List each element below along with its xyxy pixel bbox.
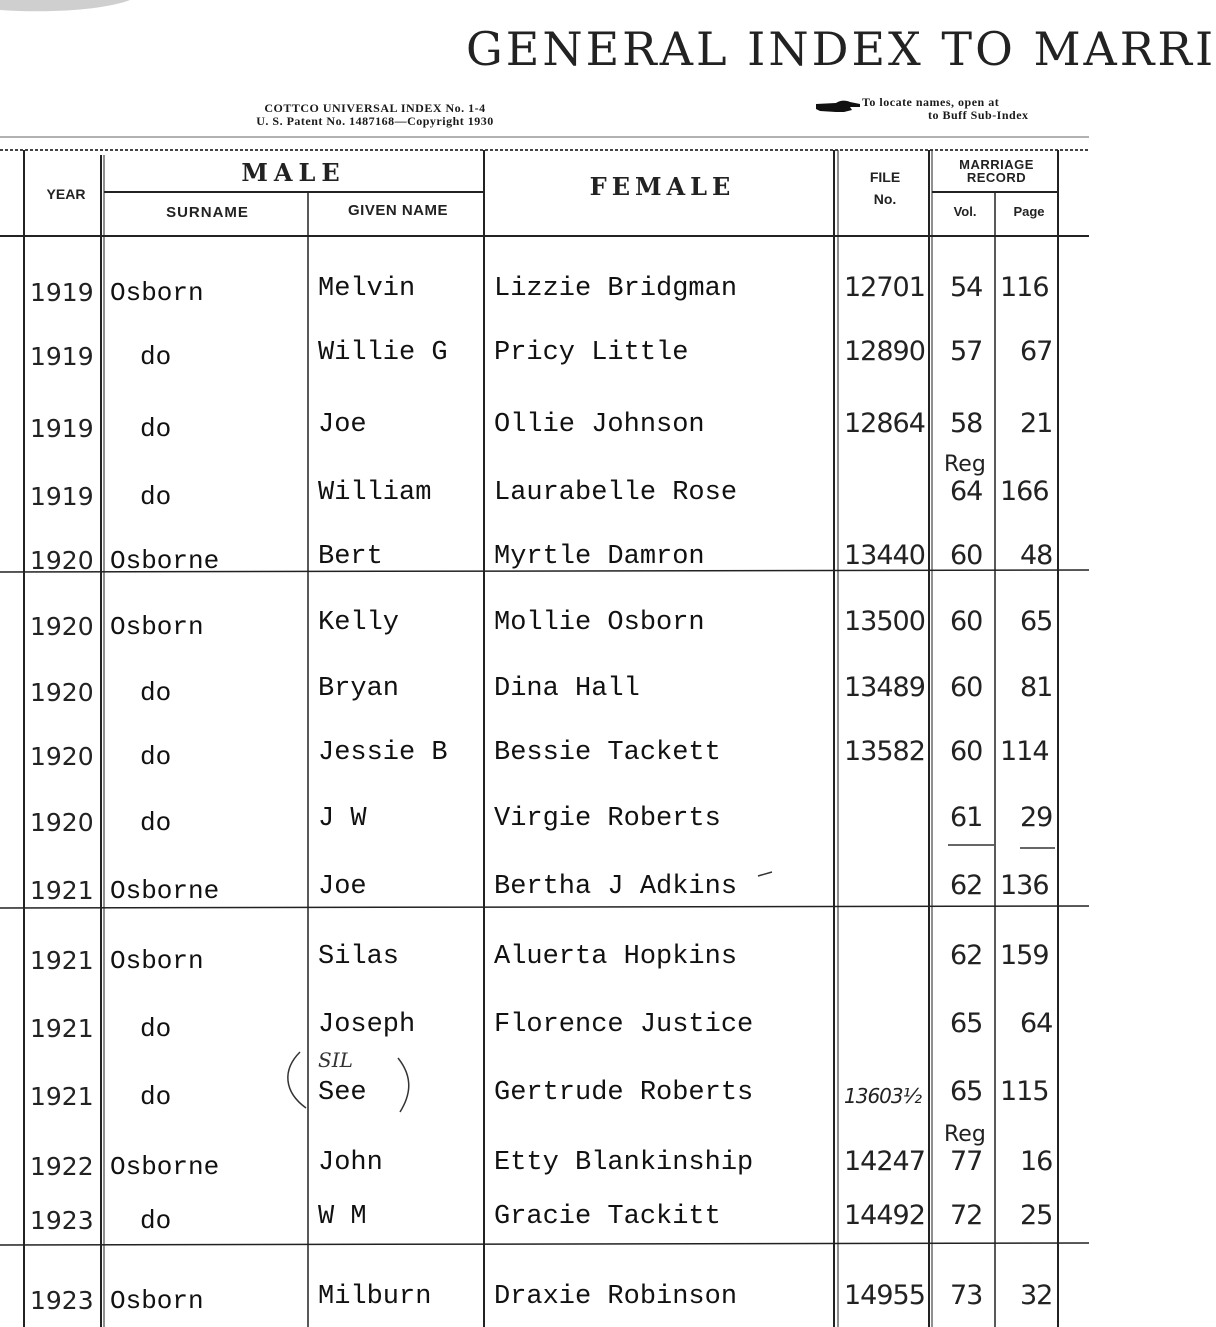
page-cell: 115 — [1000, 1076, 1049, 1107]
file-number-cell: 13603½ — [844, 1084, 922, 1108]
female-name-cell: Lizzie Bridgman — [494, 274, 738, 304]
year-cell: 1921 — [30, 1014, 94, 1043]
file-number-cell: 13500 — [844, 606, 925, 637]
header-year: YEAR — [46, 186, 86, 202]
file-number-cell: 12864 — [844, 408, 925, 439]
surname-cell: Osborne — [110, 1152, 220, 1182]
given-name-cell: J W — [318, 804, 367, 834]
page-cell: 64 — [1020, 1008, 1053, 1039]
vol-cell: 60 — [950, 672, 983, 703]
header-page: Page — [1013, 204, 1045, 219]
header-file-label: FILE — [869, 169, 901, 185]
female-name-cell: Draxie Robinson — [494, 1282, 738, 1312]
file-number-cell: 14247 — [844, 1146, 925, 1177]
year-cell: 1920 — [30, 612, 94, 641]
vol-note-cell: Reg — [944, 1122, 986, 1147]
ink-bracket-icon — [398, 1058, 409, 1112]
page-cell: 166 — [1000, 476, 1049, 507]
vol-cell: 62 — [950, 870, 983, 901]
page-cell: 21 — [1020, 408, 1053, 439]
vol-cell: 77 — [950, 1146, 983, 1177]
header-surname: SURNAME — [166, 204, 249, 221]
surname-cell: do — [140, 414, 172, 444]
surname-cell: do — [140, 1014, 172, 1044]
page-cell: 114 — [1000, 736, 1049, 767]
header-marriage-label: MARRIAGE — [959, 157, 1034, 172]
group-separator — [0, 906, 1089, 908]
given-name-cell: Willie G — [318, 338, 448, 368]
given-name-cell: Bert — [318, 542, 383, 572]
page-cell: 65 — [1020, 606, 1053, 637]
given-name-cell: Joe — [318, 410, 367, 440]
given-name-cell: John — [318, 1148, 383, 1178]
surname-cell: Osborne — [110, 876, 220, 906]
ink-bracket-icon — [288, 1052, 306, 1108]
page-cell: 48 — [1020, 540, 1053, 571]
header-given-name: GIVEN NAME — [347, 202, 448, 219]
header-male: MALE — [241, 158, 346, 187]
header-vol: Vol. — [953, 204, 977, 219]
female-name-cell: Etty Blankinship — [494, 1148, 754, 1178]
given-name-cell: William — [318, 478, 432, 508]
surname-cell: Osborn — [110, 612, 204, 642]
female-name-cell: Aluerta Hopkins — [494, 942, 738, 972]
page-cell: 159 — [1000, 940, 1049, 971]
surname-cell: do — [140, 1082, 172, 1112]
vol-cell: 65 — [950, 1076, 983, 1107]
female-name-cell: Mollie Osborn — [494, 608, 705, 638]
page-title: GENERAL INDEX TO MARRI — [466, 22, 1216, 76]
page-cell: 136 — [1000, 870, 1049, 901]
female-name-cell: Bessie Tackett — [494, 738, 721, 768]
given-name-cell: Kelly — [318, 608, 400, 638]
given-name-cell: Silas — [318, 942, 400, 972]
vol-cell: 54 — [950, 272, 983, 303]
brand-line: COTTCO UNIVERSAL INDEX No. 1-4 — [264, 101, 486, 115]
female-name-cell: Gracie Tackitt — [494, 1202, 721, 1232]
page-cell: 116 — [1000, 272, 1049, 303]
vol-cell: 62 — [950, 940, 983, 971]
given-name-cell: Jessie B — [318, 738, 448, 768]
vol-note-cell: Reg — [944, 452, 986, 477]
female-name-cell: Virgie Roberts — [494, 804, 721, 834]
year-cell: 1919 — [30, 414, 94, 443]
surname-cell: do — [140, 742, 172, 772]
page-cell: 16 — [1020, 1146, 1053, 1177]
female-name-cell: Florence Justice — [494, 1010, 754, 1040]
paper-smudge — [0, 0, 130, 11]
year-cell: 1919 — [30, 278, 94, 307]
group-separator — [0, 1243, 1089, 1245]
year-cell: 1920 — [30, 742, 94, 771]
surname-cell: Osborn — [110, 946, 204, 976]
page-cell: 25 — [1020, 1200, 1053, 1231]
header-no-label: No. — [873, 191, 897, 207]
pointing-hand-icon — [814, 98, 862, 116]
surname-cell: do — [140, 678, 172, 708]
brand-block — [195, 102, 555, 128]
vol-cell: 73 — [950, 1280, 983, 1311]
vol-cell: 60 — [950, 606, 983, 637]
given-name-cell: W M — [318, 1202, 367, 1232]
locate-note — [862, 96, 1092, 122]
file-number-cell: 12701 — [844, 272, 925, 303]
surname-cell: Osborne — [110, 546, 220, 576]
year-cell: 1923 — [30, 1286, 94, 1315]
given-name-cell: See — [318, 1078, 367, 1108]
female-name-cell: Myrtle Damron — [494, 542, 705, 572]
female-name-cell: Ollie Johnson — [494, 410, 705, 440]
vol-cell: 60 — [950, 540, 983, 571]
vol-cell: 61 — [950, 802, 983, 833]
given-name-cell: Joe — [318, 872, 367, 902]
surname-cell: do — [140, 342, 172, 372]
patent-line: U. S. Patent No. 1487168—Copyright 1930 — [256, 114, 494, 128]
ink-tick — [758, 872, 772, 876]
surname-cell: Osborn — [110, 278, 204, 308]
given-name-cell: Joseph — [318, 1010, 416, 1040]
year-cell: 1923 — [30, 1206, 94, 1235]
given-note-cell: SIL — [318, 1048, 353, 1072]
page-cell: 81 — [1020, 672, 1053, 703]
female-name-cell: Dina Hall — [494, 674, 640, 704]
year-cell: 1921 — [30, 1082, 94, 1111]
file-number-cell: 12890 — [844, 336, 925, 367]
vol-cell: 65 — [950, 1008, 983, 1039]
header-file-no — [840, 166, 930, 210]
female-name-cell: Gertrude Roberts — [494, 1078, 754, 1108]
file-number-cell: 13582 — [844, 736, 925, 767]
vol-cell: 64 — [950, 476, 983, 507]
year-cell: 1921 — [30, 946, 94, 975]
page-cell: 29 — [1020, 802, 1053, 833]
given-name-cell: Milburn — [318, 1282, 432, 1312]
year-cell: 1919 — [30, 342, 94, 371]
year-cell: 1921 — [30, 876, 94, 905]
surname-cell: do — [140, 1206, 172, 1236]
vol-cell: 58 — [950, 408, 983, 439]
page-cell: 32 — [1020, 1280, 1053, 1311]
locate-line: To locate names, open at — [862, 95, 1000, 109]
file-number-cell: 14492 — [844, 1200, 925, 1231]
header-marriage-record — [934, 158, 1059, 184]
surname-cell: do — [140, 482, 172, 512]
page-cell: 67 — [1020, 336, 1053, 367]
surname-cell: Osborn — [110, 1286, 204, 1316]
file-number-cell: 13440 — [844, 540, 925, 571]
vol-cell: 60 — [950, 736, 983, 767]
vol-cell: 57 — [950, 336, 983, 367]
female-name-cell: Bertha J Adkins — [494, 872, 738, 902]
header-female: FEMALE — [589, 172, 736, 201]
locate-line: to Buff Sub-Index — [928, 108, 1029, 122]
year-cell: 1920 — [30, 678, 94, 707]
year-cell: 1920 — [30, 546, 94, 575]
year-cell: 1919 — [30, 482, 94, 511]
file-number-cell: 14955 — [844, 1280, 925, 1311]
year-cell: 1922 — [30, 1152, 94, 1181]
female-name-cell: Pricy Little — [494, 338, 689, 368]
female-name-cell: Laurabelle Rose — [494, 478, 738, 508]
given-name-cell: Melvin — [318, 274, 416, 304]
surname-cell: do — [140, 808, 172, 838]
given-name-cell: Bryan — [318, 674, 400, 704]
header-record-label: RECORD — [966, 170, 1027, 185]
file-number-cell: 13489 — [844, 672, 925, 703]
vol-cell: 72 — [950, 1200, 983, 1231]
year-cell: 1920 — [30, 808, 94, 837]
